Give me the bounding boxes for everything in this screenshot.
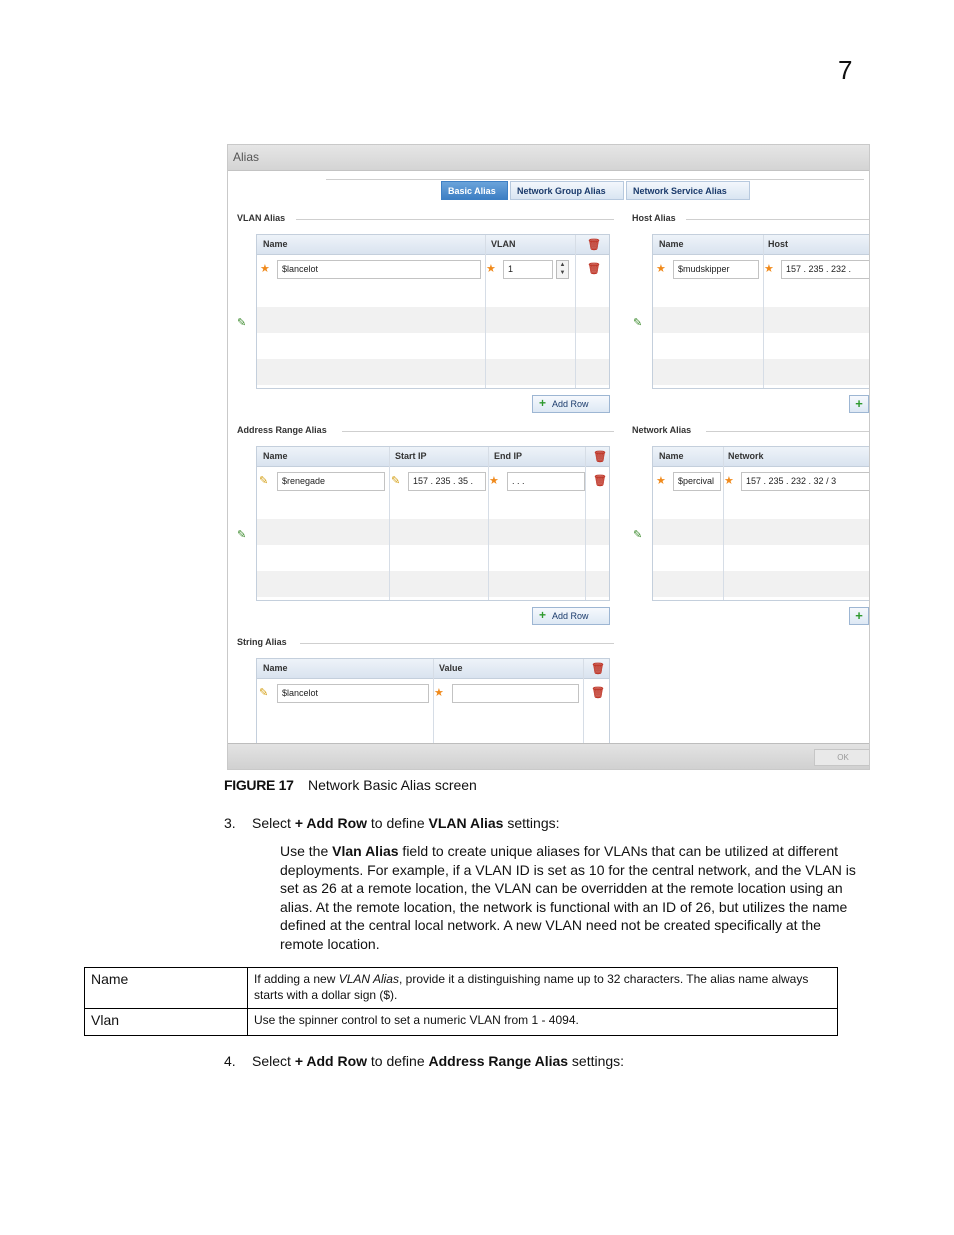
edit-pencil-icon[interactable]: ✎	[237, 317, 247, 329]
vlan-alias-grid	[256, 234, 610, 389]
required-star-icon: ★	[489, 475, 499, 487]
step-4-add-row: + Add Row	[294, 1053, 368, 1069]
grid-header	[257, 235, 609, 255]
vlan-spinner[interactable]: ▲ ▼	[556, 260, 569, 279]
tab-baseline	[326, 179, 864, 180]
grid-header	[257, 447, 609, 467]
host-alias-heading: Host Alias	[632, 213, 676, 223]
ok-button[interactable]: OK	[814, 749, 870, 766]
plus-icon: +	[539, 396, 547, 410]
window-title: Alias	[228, 145, 869, 171]
delete-all-icon[interactable]: 🗑︎	[587, 239, 601, 251]
col-start-ip-header: Start IP	[395, 451, 427, 461]
col-name-header: Name	[659, 239, 684, 249]
vlan-add-row-button[interactable]	[532, 395, 610, 413]
add-row-label: Add Row	[552, 399, 589, 409]
divider	[300, 643, 614, 644]
col-name-header: Name	[263, 663, 288, 673]
term-vlan: Vlan	[85, 1009, 248, 1036]
network-input[interactable]: 157 . 235 . 232 . 32 / 3	[741, 472, 870, 491]
address-range-name-input[interactable]: $renegade	[277, 472, 385, 491]
vlan-id-input[interactable]: 1	[503, 260, 553, 279]
tab-basic-alias[interactable]: Basic Alias	[441, 181, 508, 200]
add-row-label: Add Row	[552, 611, 589, 621]
col-name-header: Name	[263, 239, 288, 249]
divider	[706, 431, 870, 432]
key-icon: ✎	[391, 475, 401, 487]
table-row	[85, 968, 838, 1009]
address-range-add-row-button[interactable]	[532, 607, 610, 625]
delete-row-icon[interactable]: 🗑︎	[593, 475, 607, 487]
address-range-alias-heading: Address Range Alias	[237, 425, 327, 435]
settings-table	[84, 967, 838, 1036]
alias-screenshot	[227, 144, 870, 770]
desc-vlan: Use the spinner control to set a numeric VLAN from 1 - 4094.	[248, 1009, 838, 1036]
end-ip-input[interactable]: . . .	[507, 472, 585, 491]
edit-pencil-icon[interactable]: ✎	[633, 317, 643, 329]
edit-pencil-icon[interactable]: ✎	[633, 529, 643, 541]
host-alias-grid	[652, 234, 870, 389]
col-value-header: Value	[439, 663, 463, 673]
required-star-icon: ★	[724, 475, 734, 487]
step-3-add-row: + Add Row	[294, 815, 368, 831]
step-4-address-range-alias: Address Range Alias	[428, 1053, 569, 1069]
host-add-row-button[interactable]: +	[849, 395, 869, 413]
required-star-icon: ★	[764, 263, 774, 275]
key-icon: ✎	[259, 475, 269, 487]
grid-header	[653, 447, 870, 467]
string-alias-name-input[interactable]: $lancelot	[277, 684, 429, 703]
grid-header	[653, 235, 870, 255]
figure-caption: Network Basic Alias screen	[308, 777, 477, 793]
string-value-input[interactable]	[452, 684, 579, 703]
divider	[686, 219, 870, 220]
network-alias-heading: Network Alias	[632, 425, 692, 435]
start-ip-input[interactable]: 157 . 235 . 35 .	[408, 472, 486, 491]
chapter-number: 7	[838, 55, 853, 85]
network-add-row-button[interactable]: +	[849, 607, 869, 625]
step-4-text: Select + Add Row to define Address Range Alias settings:	[252, 1053, 625, 1069]
address-range-alias-grid	[256, 446, 610, 601]
divider	[296, 219, 614, 220]
required-star-icon: ★	[656, 475, 666, 487]
step-3-text: Select + Add Row to define VLAN Alias settings:	[252, 815, 560, 831]
delete-row-icon[interactable]: 🗑︎	[587, 263, 601, 275]
string-alias-heading: String Alias	[237, 637, 287, 647]
delete-all-icon[interactable]: 🗑︎	[591, 663, 605, 675]
desc-name: If adding a new VLAN Alias, provide it a distinguishing name up to 32 characters. The alias name always starts with a dollar sign ($).	[248, 968, 838, 1009]
vlan-alias-name-input[interactable]: $lancelot	[277, 260, 481, 279]
plus-icon: +	[539, 608, 547, 622]
divider	[342, 431, 614, 432]
required-star-icon: ★	[434, 687, 444, 699]
required-star-icon: ★	[260, 263, 270, 275]
tab-network-group-alias[interactable]: Network Group Alias	[510, 181, 624, 200]
host-ip-input[interactable]: 157 . 235 . 232 .	[781, 260, 870, 279]
term-name: Name	[85, 968, 248, 1009]
vlan-alias-heading: VLAN Alias	[237, 213, 286, 223]
step-4-number: 4.	[224, 1053, 236, 1069]
vlan-alias-description: Use the Vlan Alias field to create unique aliases for VLANs that can be utilized at different deployments. For example, if a VLAN ID is set as 10 for the central network, and the VLAN is set as 26 at a remote location, the VLAN can be overridden at the remote location using an alias. At the remote location, the network is functional with an ID of 26, but utilizes the name defined at the central local network. A new VLAN need not be created specifically at the remote location.	[280, 843, 856, 952]
network-alias-grid	[652, 446, 870, 601]
delete-all-icon[interactable]: 🗑︎	[593, 451, 607, 463]
key-icon: ✎	[259, 687, 269, 699]
network-alias-name-input[interactable]: $percival	[673, 472, 721, 491]
col-name-header: Name	[659, 451, 684, 461]
host-alias-name-input[interactable]: $mudskipper	[673, 260, 759, 279]
table-row	[85, 1009, 838, 1036]
step-3-vlan-alias: VLAN Alias	[428, 815, 504, 831]
window-footer	[228, 743, 869, 770]
delete-row-icon[interactable]: 🗑︎	[591, 687, 605, 699]
col-name-header: Name	[263, 451, 288, 461]
step-3-number: 3.	[224, 815, 236, 831]
tab-network-service-alias[interactable]: Network Service Alias	[626, 181, 750, 200]
col-end-ip-header: End IP	[494, 451, 523, 461]
required-star-icon: ★	[486, 263, 496, 275]
col-network-header: Network	[728, 451, 764, 461]
col-vlan-header: VLAN	[491, 239, 516, 249]
figure-number: FIGURE 17	[224, 777, 294, 793]
edit-pencil-icon[interactable]: ✎	[237, 529, 247, 541]
required-star-icon: ★	[656, 263, 666, 275]
col-host-header: Host	[768, 239, 788, 249]
